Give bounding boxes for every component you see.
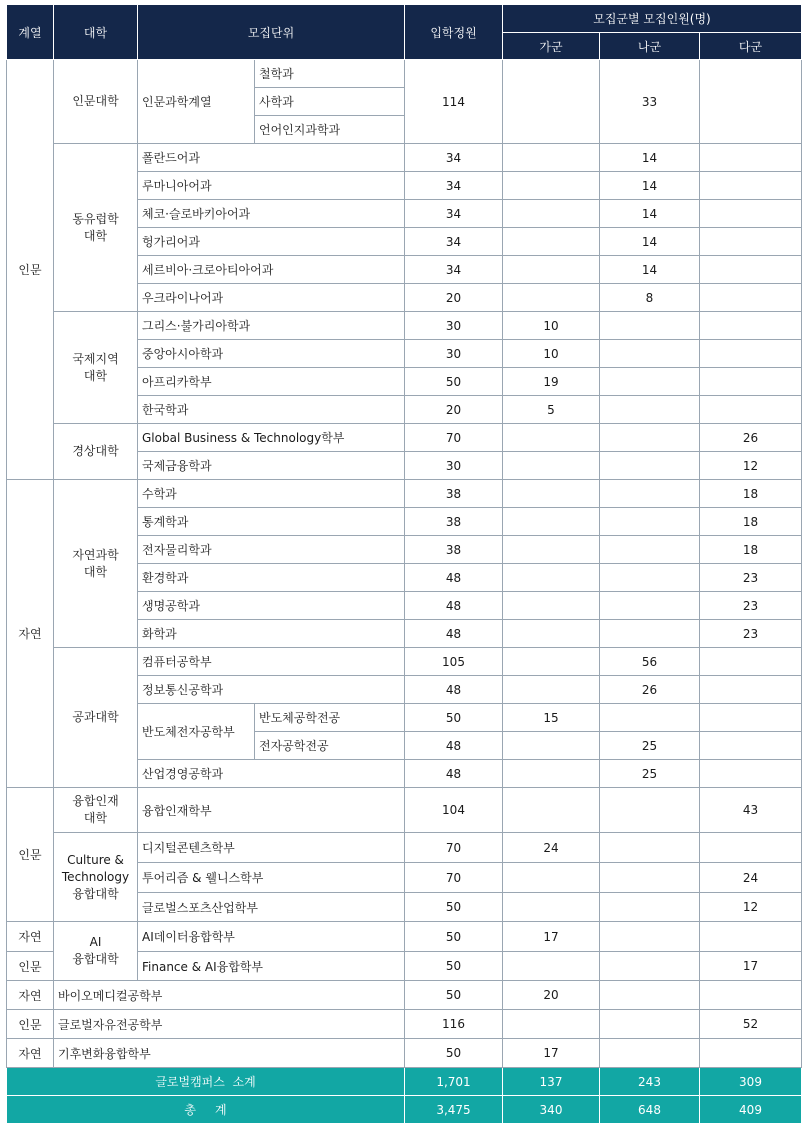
- table-row: [7, 833, 802, 863]
- quota-cell: 50: [405, 704, 503, 732]
- da-cell: [700, 172, 802, 200]
- quota-cell: 38: [405, 480, 503, 508]
- table-row: [7, 981, 802, 1010]
- quota-cell: 20: [405, 396, 503, 424]
- na-cell: 14: [600, 256, 700, 284]
- unit-cell: 한국학과: [138, 396, 405, 424]
- college-cell: 자연과학 대학: [54, 480, 138, 648]
- ga-cell: [503, 284, 600, 312]
- quota-cell: 48: [405, 592, 503, 620]
- na-cell: [600, 508, 700, 536]
- series-cell: 자연: [7, 1039, 54, 1068]
- quota-cell: 105: [405, 648, 503, 676]
- table-row: [7, 144, 802, 172]
- na-cell: [600, 1039, 700, 1068]
- da-cell: [700, 144, 802, 172]
- unit-cell: 사학과: [255, 88, 405, 116]
- quota-cell: 48: [405, 732, 503, 760]
- subtotal-row: [7, 1068, 802, 1096]
- da-cell: 18: [700, 508, 802, 536]
- unit-cell: 헝가리어과: [138, 228, 405, 256]
- ga-cell: [503, 676, 600, 704]
- da-cell: 18: [700, 536, 802, 564]
- subtotal-da: 309: [700, 1068, 802, 1096]
- series-cell: 자연: [7, 480, 54, 788]
- subtotal-quota: 1,701: [405, 1068, 503, 1096]
- quota-cell: 34: [405, 144, 503, 172]
- unit-cell: 통계학과: [138, 508, 405, 536]
- header-ga: 가군: [503, 33, 600, 60]
- table-row: [7, 1039, 802, 1068]
- da-cell: 23: [700, 592, 802, 620]
- ga-cell: [503, 424, 600, 452]
- header-group-title: 모집군별 모집인원(명): [503, 5, 802, 33]
- ga-cell: [503, 592, 600, 620]
- subtotal-ga: 137: [503, 1068, 600, 1096]
- na-cell: [600, 704, 700, 732]
- table-row: [7, 424, 802, 452]
- da-cell: 12: [700, 452, 802, 480]
- na-cell: 14: [600, 228, 700, 256]
- series-cell: 인문: [7, 1010, 54, 1039]
- ga-cell: [503, 863, 600, 893]
- quota-cell: 38: [405, 508, 503, 536]
- da-cell: 23: [700, 564, 802, 592]
- quota-cell: 48: [405, 760, 503, 788]
- total-row: [7, 1096, 802, 1124]
- ga-cell: [503, 893, 600, 922]
- da-cell: 43: [700, 788, 802, 833]
- table-row: [7, 788, 802, 833]
- ga-cell: [503, 952, 600, 981]
- na-cell: [600, 424, 700, 452]
- unit-cell: 루마니아어과: [138, 172, 405, 200]
- unit-cell: 산업경영공학과: [138, 760, 405, 788]
- na-cell: [600, 368, 700, 396]
- na-cell: 25: [600, 732, 700, 760]
- college-cell: 융합인재 대학: [54, 788, 138, 833]
- na-cell: [600, 592, 700, 620]
- unit-cell: 기후변화융합학부: [54, 1039, 405, 1068]
- da-cell: [700, 648, 802, 676]
- quota-cell: 50: [405, 981, 503, 1010]
- na-cell: [600, 788, 700, 833]
- quota-cell: 50: [405, 368, 503, 396]
- quota-cell: 48: [405, 564, 503, 592]
- college-cell: 국제지역 대학: [54, 312, 138, 424]
- total-label: 총 계: [7, 1096, 405, 1124]
- college-cell: 동유럽학 대학: [54, 144, 138, 312]
- quota-cell: 70: [405, 863, 503, 893]
- quota-cell: 50: [405, 893, 503, 922]
- unit-cell: 전자물리학과: [138, 536, 405, 564]
- ga-cell: [503, 732, 600, 760]
- ga-cell: 20: [503, 981, 600, 1010]
- table-row: [7, 60, 802, 88]
- college-cell: 인문대학: [54, 60, 138, 144]
- quota-cell: 34: [405, 172, 503, 200]
- quota-cell: 50: [405, 952, 503, 981]
- unit-cell: AI데이터융합학부: [138, 922, 405, 952]
- header-college: 대학: [54, 5, 138, 60]
- unit-cell: 중앙아시아학과: [138, 340, 405, 368]
- series-cell: 자연: [7, 922, 54, 952]
- unit-cell: 컴퓨터공학부: [138, 648, 405, 676]
- da-cell: [700, 60, 802, 144]
- unit-cell: 디지털콘텐츠학부: [138, 833, 405, 863]
- da-cell: 12: [700, 893, 802, 922]
- da-cell: 26: [700, 424, 802, 452]
- unit-cell: 융합인재학부: [138, 788, 405, 833]
- ga-cell: [503, 452, 600, 480]
- quota-cell: 48: [405, 676, 503, 704]
- da-cell: [700, 760, 802, 788]
- unit-cell: 투어리즘 & 웰니스학부: [138, 863, 405, 893]
- da-cell: [700, 676, 802, 704]
- da-cell: [700, 228, 802, 256]
- na-cell: 25: [600, 760, 700, 788]
- da-cell: [700, 922, 802, 952]
- da-cell: [700, 200, 802, 228]
- unit-cell: 수학과: [138, 480, 405, 508]
- unit-cell: 우크라이나어과: [138, 284, 405, 312]
- unit-cell: 바이오메디컬공학부: [54, 981, 405, 1010]
- quota-cell: 34: [405, 228, 503, 256]
- quota-cell: 70: [405, 424, 503, 452]
- table-row: [7, 1010, 802, 1039]
- table-row: [7, 480, 802, 508]
- na-cell: 56: [600, 648, 700, 676]
- header-series: 계열: [7, 5, 54, 60]
- na-cell: 8: [600, 284, 700, 312]
- quota-cell: 34: [405, 256, 503, 284]
- quota-cell: 104: [405, 788, 503, 833]
- unit-cell: 글로벌스포츠산업학부: [138, 893, 405, 922]
- quota-cell: 34: [405, 200, 503, 228]
- ga-cell: [503, 480, 600, 508]
- unit-cell: 생명공학과: [138, 592, 405, 620]
- na-cell: [600, 893, 700, 922]
- da-cell: [700, 256, 802, 284]
- ga-cell: [503, 620, 600, 648]
- da-cell: 17: [700, 952, 802, 981]
- ga-cell: [503, 536, 600, 564]
- da-cell: [700, 1039, 802, 1068]
- ga-cell: [503, 200, 600, 228]
- series-cell: 인문: [7, 60, 54, 480]
- unit-cell: 국제금융학과: [138, 452, 405, 480]
- series-cell: 인문: [7, 788, 54, 922]
- ga-cell: 19: [503, 368, 600, 396]
- ga-cell: 5: [503, 396, 600, 424]
- da-cell: [700, 312, 802, 340]
- ga-cell: 17: [503, 922, 600, 952]
- admissions-table: [6, 4, 802, 1124]
- ga-cell: [503, 508, 600, 536]
- unit-cell: 언어인지과학과: [255, 116, 405, 144]
- da-cell: 24: [700, 863, 802, 893]
- quota-cell: 30: [405, 340, 503, 368]
- na-cell: 14: [600, 172, 700, 200]
- unit-cell: 철학과: [255, 60, 405, 88]
- quota-cell: 116: [405, 1010, 503, 1039]
- division-cell: 반도체전자공학부: [138, 704, 255, 760]
- na-cell: [600, 536, 700, 564]
- ga-cell: 10: [503, 312, 600, 340]
- college-cell: 공과대학: [54, 648, 138, 788]
- da-cell: [700, 981, 802, 1010]
- total-da: 409: [700, 1096, 802, 1124]
- quota-cell: 50: [405, 922, 503, 952]
- da-cell: [700, 284, 802, 312]
- da-cell: [700, 732, 802, 760]
- unit-cell: 화학과: [138, 620, 405, 648]
- series-cell: 자연: [7, 981, 54, 1010]
- na-cell: 14: [600, 200, 700, 228]
- da-cell: [700, 704, 802, 732]
- unit-cell: 아프리카학부: [138, 368, 405, 396]
- total-na: 648: [600, 1096, 700, 1124]
- da-cell: [700, 396, 802, 424]
- na-cell: [600, 480, 700, 508]
- total-ga: 340: [503, 1096, 600, 1124]
- header-quota: 입학정원: [405, 5, 503, 60]
- college-cell: AI 융합대학: [54, 922, 138, 981]
- ga-cell: [503, 60, 600, 144]
- da-cell: 23: [700, 620, 802, 648]
- college-cell: 경상대학: [54, 424, 138, 480]
- na-cell: [600, 564, 700, 592]
- ga-cell: 15: [503, 704, 600, 732]
- na-cell: [600, 620, 700, 648]
- unit-cell: 폴란드어과: [138, 144, 405, 172]
- subtotal-na: 243: [600, 1068, 700, 1096]
- unit-cell: 반도체공학전공: [255, 704, 405, 732]
- table-row: [7, 648, 802, 676]
- ga-cell: [503, 760, 600, 788]
- college-cell: Culture & Technology 융합대학: [54, 833, 138, 922]
- ga-cell: [503, 256, 600, 284]
- da-cell: 18: [700, 480, 802, 508]
- na-cell: [600, 981, 700, 1010]
- unit-cell: 정보통신공학과: [138, 676, 405, 704]
- da-cell: [700, 368, 802, 396]
- unit-cell: Finance & AI융합학부: [138, 952, 405, 981]
- ga-cell: [503, 564, 600, 592]
- header-na: 나군: [600, 33, 700, 60]
- ga-cell: [503, 1010, 600, 1039]
- table-row: [7, 922, 802, 952]
- na-cell: [600, 452, 700, 480]
- na-cell: [600, 863, 700, 893]
- ga-cell: [503, 172, 600, 200]
- na-cell: [600, 312, 700, 340]
- unit-cell: 글로벌자유전공학부: [54, 1010, 405, 1039]
- subtotal-label: 글로벌캠퍼스 소계: [7, 1068, 405, 1096]
- da-cell: [700, 833, 802, 863]
- na-cell: [600, 833, 700, 863]
- na-cell: [600, 340, 700, 368]
- da-cell: 52: [700, 1010, 802, 1039]
- ga-cell: 17: [503, 1039, 600, 1068]
- da-cell: [700, 340, 802, 368]
- quota-cell: 38: [405, 536, 503, 564]
- unit-cell: 그리스·불가리아학과: [138, 312, 405, 340]
- unit-cell: 환경학과: [138, 564, 405, 592]
- quota-cell: 20: [405, 284, 503, 312]
- na-cell: [600, 922, 700, 952]
- na-cell: [600, 1010, 700, 1039]
- field-cell: 인문과학계열: [138, 60, 255, 144]
- na-cell: 33: [600, 60, 700, 144]
- na-cell: 14: [600, 144, 700, 172]
- ga-cell: [503, 788, 600, 833]
- header-da: 다군: [700, 33, 802, 60]
- ga-cell: [503, 648, 600, 676]
- quota-cell: 114: [405, 60, 503, 144]
- quota-cell: 50: [405, 1039, 503, 1068]
- quota-cell: 48: [405, 620, 503, 648]
- unit-cell: 세르비아·크로아티아어과: [138, 256, 405, 284]
- unit-cell: 체코·슬로바키아어과: [138, 200, 405, 228]
- na-cell: [600, 952, 700, 981]
- ga-cell: 24: [503, 833, 600, 863]
- header-unit: 모집단위: [138, 5, 405, 60]
- ga-cell: 10: [503, 340, 600, 368]
- series-cell: 인문: [7, 952, 54, 981]
- na-cell: [600, 396, 700, 424]
- na-cell: 26: [600, 676, 700, 704]
- unit-cell: 전자공학전공: [255, 732, 405, 760]
- quota-cell: 30: [405, 312, 503, 340]
- total-quota: 3,475: [405, 1096, 503, 1124]
- quota-cell: 70: [405, 833, 503, 863]
- table-row: [7, 312, 802, 340]
- unit-cell: Global Business & Technology학부: [138, 424, 405, 452]
- quota-cell: 30: [405, 452, 503, 480]
- ga-cell: [503, 144, 600, 172]
- ga-cell: [503, 228, 600, 256]
